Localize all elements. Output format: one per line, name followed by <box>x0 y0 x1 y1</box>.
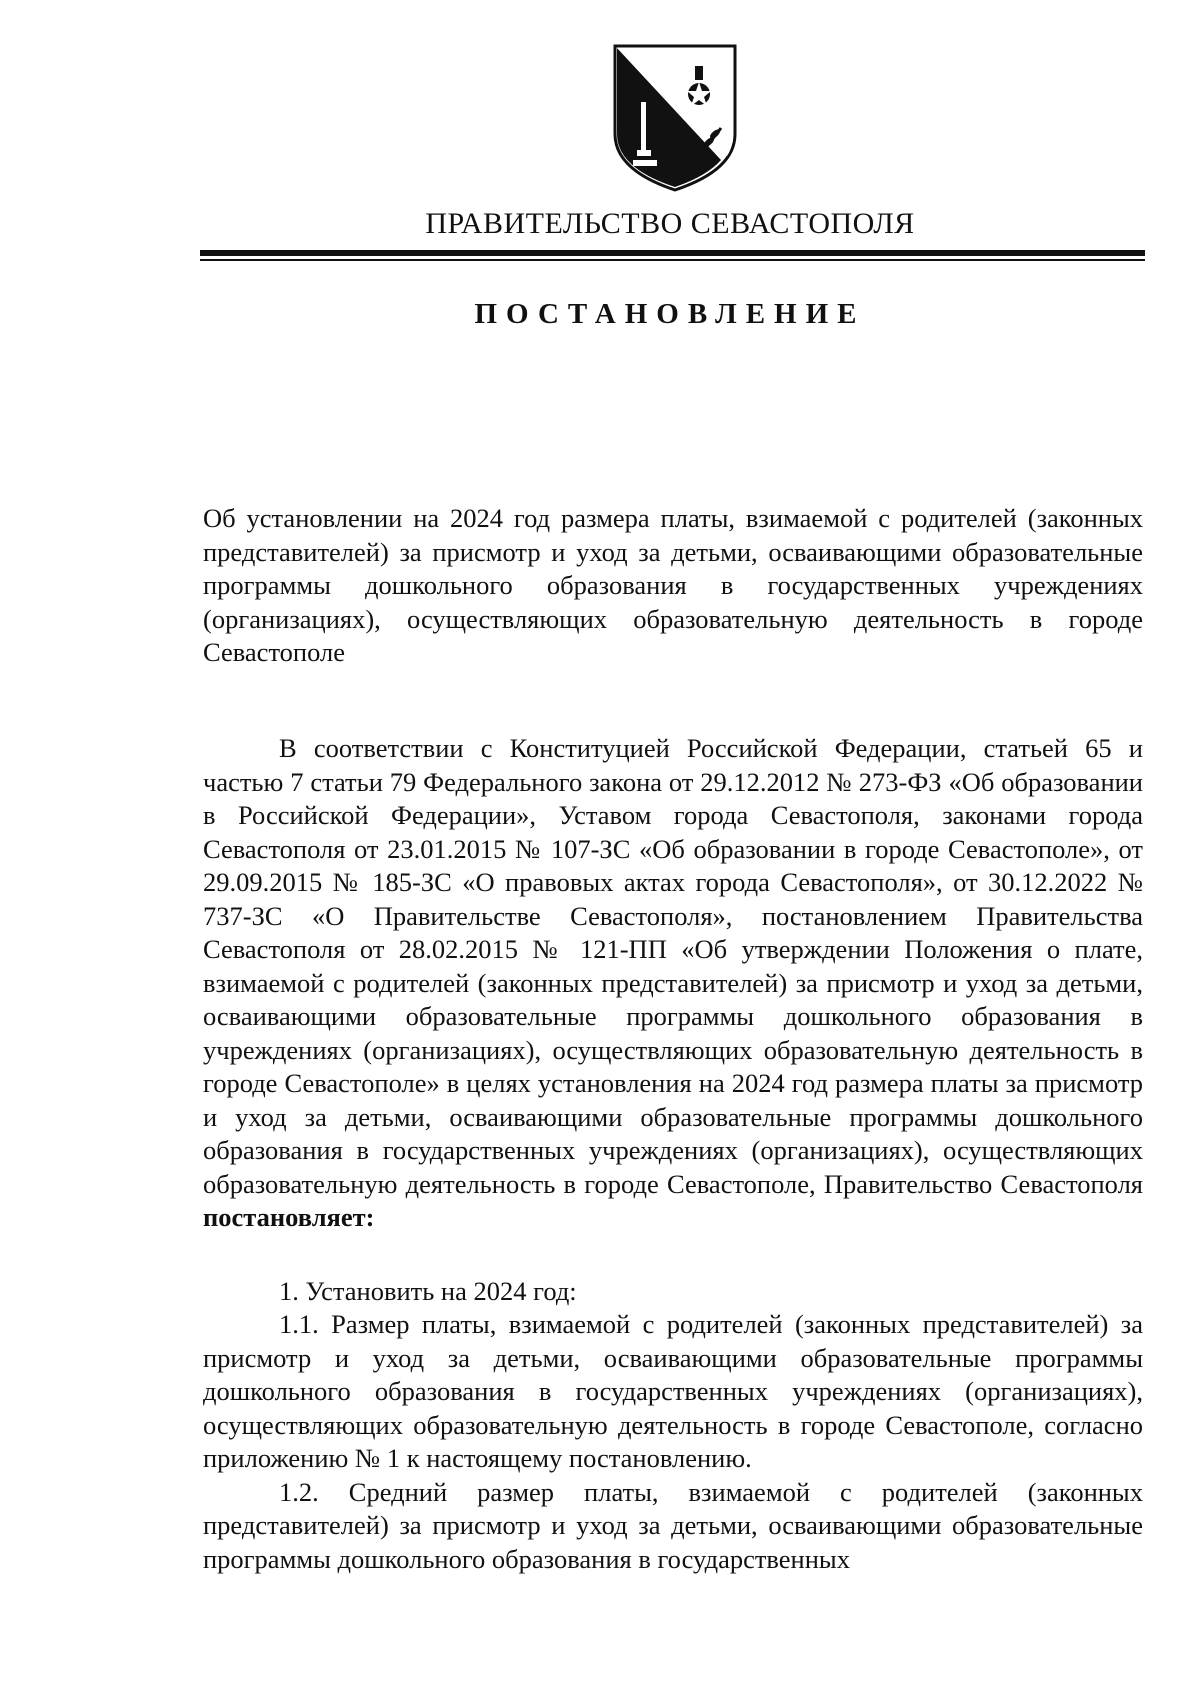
preamble-paragraph <box>203 732 1143 1235</box>
issuing-authority: ПРАВИТЕЛЬСТВО СЕВАСТОПОЛЯ <box>425 207 915 240</box>
preamble-text: В соответствии с Конституцией Российской Федерации, статьей 65 и частью 7 статьи 79 Федерального закона от 29.12.2012 № 273-ФЗ «Об образовании в Российской Федерации», Уставом города Севастополя, законами города Севастополя от 23.01.2015 № 107-ЗС «Об образовании в городе Севастополе», от 29.09.2015 № 185-ЗС «О правовых актах города Севастополя», от 30.12.2022 № 737-ЗС «О Правительстве Севастополя», постановлением Правительства Севастополя от 28.02.2015 № 121-ПП «Об утверждении Положения о плате, взимаемой с родителей (законных представителей) за присмотр и уход за детьми, осваивающими образовательные программы дошкольного образования в учреждениях (организациях), осуществляющих образовательную деятельность в городе Севастополе» в целях установления на 2024 год размера платы за присмотр и уход за детьми, осваивающими образовательные программы дошкольного образования в государственных учреждениях (организациях), осуществляющих образовательную деятельность в городе Севастополе, Правительство Севастополя <box>203 733 1143 1199</box>
header-divider-thick <box>200 250 1145 256</box>
preamble-emphasis: постановляет: <box>203 1202 375 1232</box>
item-1-1: 1.1. Размер платы, взимаемой с родителей (законных представителей) за присмотр и уход за детьми, осваивающими образовательные программы дошкольного образования в государственных учреждениях (организациях), осуществляющих образовательную деятельность в городе Севастополе, согласно приложению № 1 к настоящему постановлению. <box>203 1309 1143 1473</box>
sevastopol-coat-of-arms-icon <box>611 42 739 194</box>
header-divider-thin <box>200 259 1145 261</box>
document-type-heading: ПОСТАНОВЛЕНИЕ <box>474 298 866 330</box>
item-1: 1. Установить на 2024 год: <box>279 1275 577 1306</box>
document-body <box>203 732 1143 1576</box>
item-1-2: 1.2. Средний размер платы, взимаемой с родителей (законных представителей) за присмотр и уход за детьми, осваивающими образовательные программы дошкольного образования в государственных <box>203 1476 1143 1574</box>
document-title: Об установлении на 2024 год размера платы, взимаемой с родителей (законных представителей) за присмотр и уход за детьми, осваивающими образовательные программы дошкольного образования в государственных учреждениях (организациях), осуществляющих образовательную деятельность в городе Севастополе <box>203 503 1143 667</box>
document-title-block <box>203 502 1143 670</box>
